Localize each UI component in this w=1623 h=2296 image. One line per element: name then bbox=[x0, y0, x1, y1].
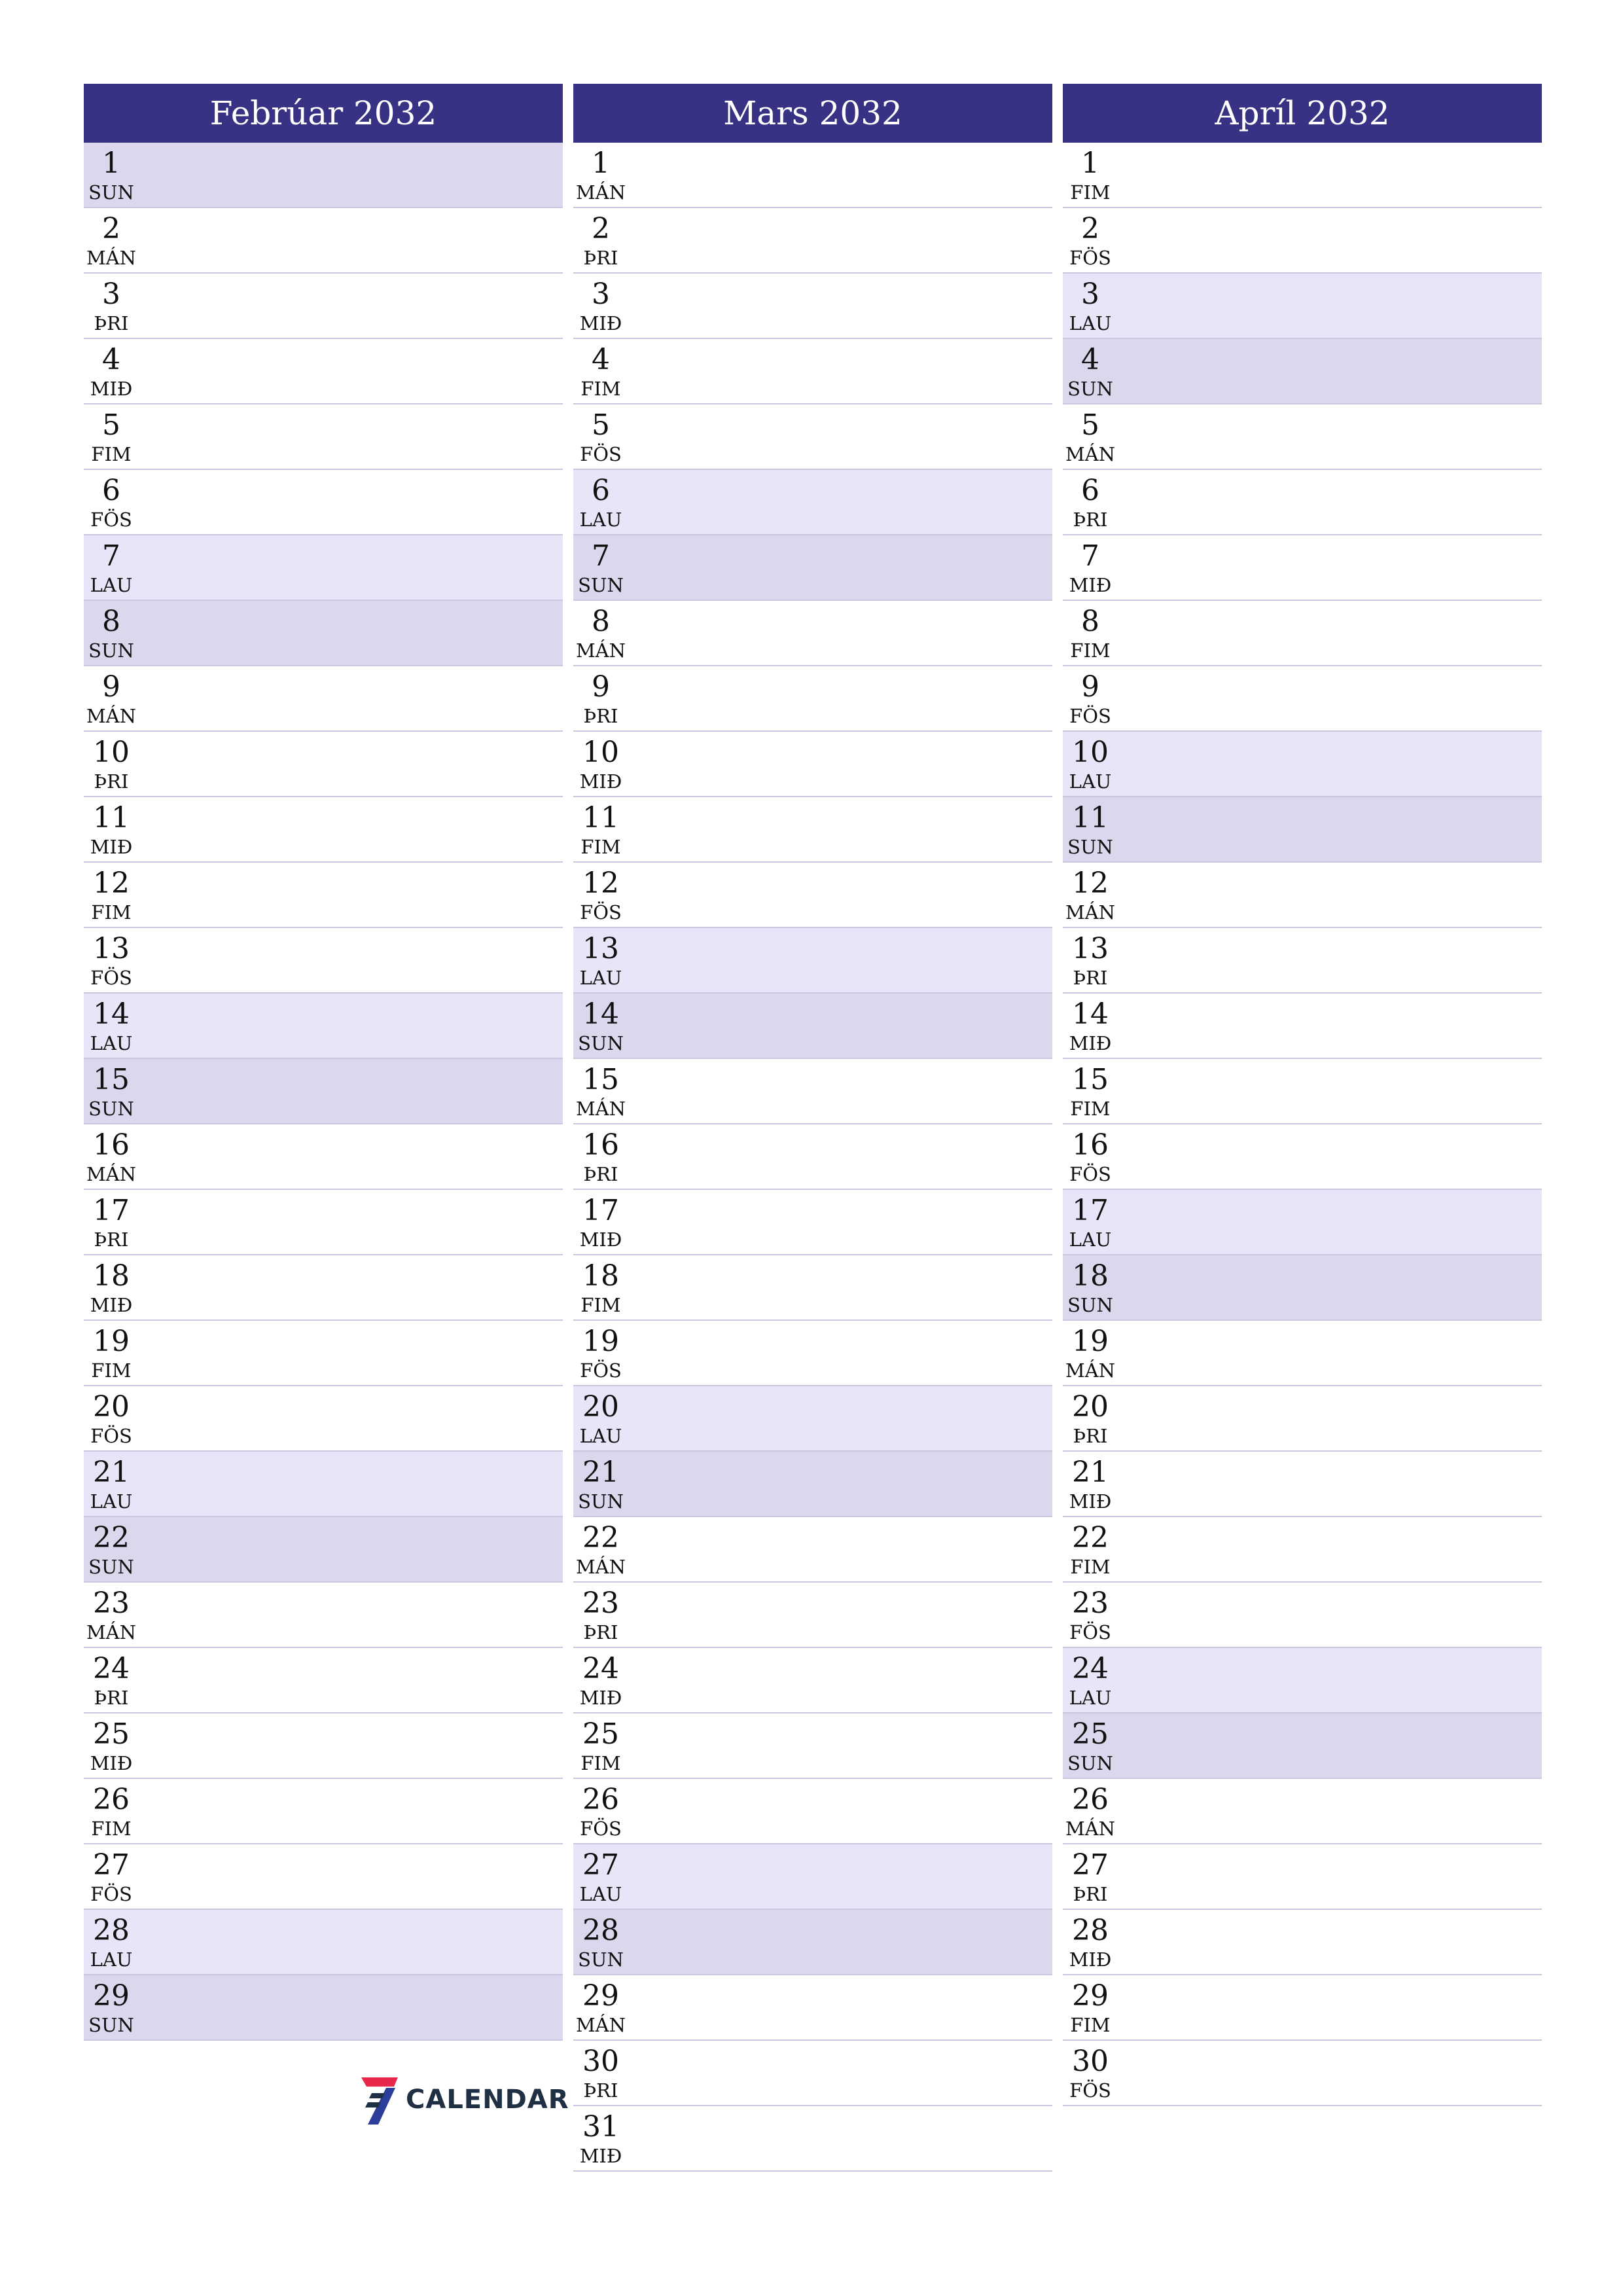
logo-text: CALENDAR bbox=[406, 2085, 569, 2115]
weekday-label: MIÐ bbox=[90, 836, 133, 858]
day-number: 17 bbox=[1072, 1194, 1109, 1227]
weekday-label: MÁN bbox=[575, 1098, 626, 1120]
weekday-label: MÁN bbox=[1065, 1359, 1115, 1382]
day-row bbox=[573, 208, 1052, 274]
day-number: 25 bbox=[582, 1717, 619, 1751]
weekday-label: MÁN bbox=[86, 1621, 136, 1643]
day-number: 12 bbox=[1072, 867, 1109, 900]
weekday-label: ÞRI bbox=[583, 705, 618, 727]
day-number: 28 bbox=[582, 1914, 619, 1947]
day-row bbox=[1063, 1648, 1542, 1713]
day-number: 2 bbox=[102, 212, 120, 245]
brand-logo bbox=[359, 2073, 569, 2126]
weekday-label: MIÐ bbox=[90, 378, 133, 400]
day-row bbox=[573, 1975, 1052, 2041]
day-number: 9 bbox=[592, 670, 610, 704]
day-row bbox=[1063, 1452, 1542, 1517]
day-row bbox=[573, 404, 1052, 470]
day-number: 4 bbox=[102, 343, 120, 376]
weekday-label: SUN bbox=[1067, 836, 1113, 858]
day-row bbox=[1063, 143, 1542, 208]
weekday-label: FÖS bbox=[1069, 2079, 1111, 2102]
weekday-label: FÖS bbox=[1069, 1163, 1111, 1185]
day-number: 20 bbox=[582, 1390, 619, 1424]
weekday-label: MÁN bbox=[575, 181, 626, 204]
day-number: 15 bbox=[582, 1063, 619, 1096]
day-number: 22 bbox=[582, 1521, 619, 1554]
day-row bbox=[1063, 1124, 1542, 1190]
weekday-label: MIÐ bbox=[579, 770, 622, 793]
weekday-label: LAU bbox=[90, 1948, 133, 1971]
day-row bbox=[1063, 666, 1542, 732]
weekday-label: SUN bbox=[578, 1948, 624, 1971]
day-number: 7 bbox=[1081, 539, 1099, 573]
weekday-label: SUN bbox=[88, 181, 134, 204]
weekday-label: FIM bbox=[1070, 1098, 1111, 1120]
weekday-label: LAU bbox=[90, 574, 133, 596]
day-number: 22 bbox=[93, 1521, 130, 1554]
weekday-label: MIÐ bbox=[1069, 574, 1112, 596]
weekday-label: LAU bbox=[1069, 312, 1112, 334]
day-number: 18 bbox=[582, 1259, 619, 1293]
weekday-label: SUN bbox=[88, 1098, 134, 1120]
weekday-label: MIÐ bbox=[1069, 1490, 1112, 1513]
weekday-label: FÖS bbox=[580, 1818, 622, 1840]
day-number: 17 bbox=[582, 1194, 619, 1227]
month-column-april bbox=[1063, 84, 1542, 2106]
weekday-label: MIÐ bbox=[90, 1294, 133, 1316]
day-number: 16 bbox=[93, 1128, 130, 1162]
day-row bbox=[1063, 470, 1542, 535]
day-row bbox=[573, 1713, 1052, 1779]
month-title: Mars 2032 bbox=[573, 84, 1052, 143]
day-number: 3 bbox=[1081, 278, 1099, 311]
day-row bbox=[573, 797, 1052, 863]
day-row bbox=[573, 928, 1052, 994]
weekday-label: ÞRI bbox=[94, 770, 129, 793]
day-number: 6 bbox=[1081, 474, 1099, 507]
day-row bbox=[84, 1386, 563, 1452]
day-number: 26 bbox=[582, 1783, 619, 1816]
day-row bbox=[573, 1190, 1052, 1255]
weekday-label: SUN bbox=[88, 2014, 134, 2036]
day-number: 25 bbox=[1072, 1717, 1109, 1751]
day-number: 18 bbox=[1072, 1259, 1109, 1293]
day-number: 12 bbox=[93, 867, 130, 900]
day-row bbox=[84, 1321, 563, 1386]
day-row bbox=[1063, 274, 1542, 339]
day-row bbox=[1063, 732, 1542, 797]
day-number: 30 bbox=[1072, 2045, 1109, 2078]
weekday-label: MÁN bbox=[86, 1163, 136, 1185]
day-number: 23 bbox=[1072, 1587, 1109, 1620]
day-row bbox=[1063, 928, 1542, 994]
day-number: 16 bbox=[582, 1128, 619, 1162]
day-number: 27 bbox=[93, 1848, 130, 1882]
month-title: Apríl 2032 bbox=[1063, 84, 1542, 143]
day-row bbox=[84, 1975, 563, 2041]
weekday-label: MIÐ bbox=[90, 1752, 133, 1774]
day-row bbox=[573, 2041, 1052, 2106]
day-row bbox=[573, 535, 1052, 601]
weekday-label: FÖS bbox=[90, 1425, 132, 1447]
day-row bbox=[573, 339, 1052, 404]
day-number: 20 bbox=[93, 1390, 130, 1424]
day-number: 10 bbox=[1072, 736, 1109, 769]
weekday-label: MIÐ bbox=[579, 2145, 622, 2167]
day-number: 7 bbox=[592, 539, 610, 573]
day-row bbox=[84, 274, 563, 339]
weekday-label: ÞRI bbox=[94, 1229, 129, 1251]
day-row bbox=[573, 1583, 1052, 1648]
day-number: 30 bbox=[582, 2045, 619, 2078]
day-number: 21 bbox=[582, 1456, 619, 1489]
day-row bbox=[1063, 1386, 1542, 1452]
day-row bbox=[573, 143, 1052, 208]
weekday-label: FÖS bbox=[1069, 247, 1111, 269]
weekday-label: SUN bbox=[88, 639, 134, 662]
day-row bbox=[84, 1517, 563, 1583]
day-row bbox=[84, 1844, 563, 1910]
weekday-label: FIM bbox=[1070, 1556, 1111, 1578]
day-row bbox=[84, 797, 563, 863]
weekday-label: MIÐ bbox=[1069, 1948, 1112, 1971]
weekday-label: ÞRI bbox=[1073, 509, 1108, 531]
day-number: 18 bbox=[93, 1259, 130, 1293]
day-row bbox=[84, 928, 563, 994]
day-number: 11 bbox=[1072, 801, 1109, 834]
day-number: 14 bbox=[93, 997, 130, 1031]
day-number: 4 bbox=[592, 343, 610, 376]
day-row bbox=[573, 1517, 1052, 1583]
day-number: 20 bbox=[1072, 1390, 1109, 1424]
day-number: 15 bbox=[93, 1063, 130, 1096]
day-row bbox=[1063, 863, 1542, 928]
weekday-label: FÖS bbox=[580, 901, 622, 924]
weekday-label: LAU bbox=[579, 509, 622, 531]
weekday-label: ÞRI bbox=[583, 1163, 618, 1185]
day-row bbox=[84, 601, 563, 666]
day-number: 24 bbox=[1072, 1652, 1109, 1685]
day-row bbox=[573, 601, 1052, 666]
day-row bbox=[1063, 1779, 1542, 1844]
day-row bbox=[573, 1844, 1052, 1910]
weekday-label: FIM bbox=[91, 1818, 132, 1840]
day-row bbox=[1063, 1517, 1542, 1583]
day-row bbox=[573, 863, 1052, 928]
day-number: 21 bbox=[93, 1456, 130, 1489]
day-row bbox=[84, 404, 563, 470]
day-number: 26 bbox=[1072, 1783, 1109, 1816]
day-row bbox=[1063, 1190, 1542, 1255]
day-number: 28 bbox=[1072, 1914, 1109, 1947]
weekday-label: MÁN bbox=[1065, 901, 1115, 924]
weekday-label: SUN bbox=[1067, 378, 1113, 400]
weekday-label: LAU bbox=[579, 967, 622, 989]
weekday-label: MÁN bbox=[1065, 443, 1115, 465]
day-row bbox=[1063, 1255, 1542, 1321]
day-number: 1 bbox=[1081, 147, 1099, 180]
day-row bbox=[84, 994, 563, 1059]
day-number: 29 bbox=[1072, 1979, 1109, 2013]
weekday-label: FIM bbox=[91, 443, 132, 465]
day-number: 8 bbox=[592, 605, 610, 638]
day-row bbox=[573, 994, 1052, 1059]
day-number: 27 bbox=[582, 1848, 619, 1882]
day-row bbox=[84, 1452, 563, 1517]
day-row bbox=[1063, 2041, 1542, 2106]
day-row bbox=[84, 535, 563, 601]
weekday-label: FIM bbox=[580, 1752, 621, 1774]
day-number: 8 bbox=[102, 605, 120, 638]
weekday-label: MÁN bbox=[1065, 1818, 1115, 1840]
weekday-label: FIM bbox=[1070, 639, 1111, 662]
day-row bbox=[84, 1059, 563, 1124]
day-list bbox=[573, 143, 1052, 2172]
weekday-label: MÁN bbox=[86, 247, 136, 269]
day-row bbox=[84, 1190, 563, 1255]
weekday-label: MÁN bbox=[575, 2014, 626, 2036]
day-number: 19 bbox=[1072, 1325, 1109, 1358]
weekday-label: FIM bbox=[580, 1294, 621, 1316]
day-row bbox=[1063, 1713, 1542, 1779]
day-row bbox=[573, 732, 1052, 797]
weekday-label: FIM bbox=[1070, 181, 1111, 204]
day-number: 23 bbox=[582, 1587, 619, 1620]
day-number: 13 bbox=[582, 932, 619, 965]
day-number: 1 bbox=[102, 147, 120, 180]
day-number: 3 bbox=[102, 278, 120, 311]
day-row bbox=[1063, 1975, 1542, 2041]
weekday-label: FÖS bbox=[90, 509, 132, 531]
day-row bbox=[573, 274, 1052, 339]
day-number: 10 bbox=[93, 736, 130, 769]
weekday-label: FÖS bbox=[90, 967, 132, 989]
day-number: 24 bbox=[582, 1652, 619, 1685]
weekday-label: MIÐ bbox=[579, 1687, 622, 1709]
day-number: 26 bbox=[93, 1783, 130, 1816]
day-row bbox=[1063, 404, 1542, 470]
day-row bbox=[84, 1583, 563, 1648]
seven-logo-icon bbox=[359, 2073, 399, 2126]
weekday-label: ÞRI bbox=[583, 1621, 618, 1643]
weekday-label: FÖS bbox=[90, 1883, 132, 1905]
weekday-label: FÖS bbox=[1069, 1621, 1111, 1643]
day-row bbox=[573, 1910, 1052, 1975]
day-number: 19 bbox=[93, 1325, 130, 1358]
day-number: 21 bbox=[1072, 1456, 1109, 1489]
day-number: 13 bbox=[1072, 932, 1109, 965]
day-number: 31 bbox=[582, 2110, 619, 2144]
weekday-label: LAU bbox=[1069, 1229, 1112, 1251]
day-number: 9 bbox=[102, 670, 120, 704]
weekday-label: ÞRI bbox=[94, 1687, 129, 1709]
weekday-label: ÞRI bbox=[1073, 1425, 1108, 1447]
day-row bbox=[1063, 535, 1542, 601]
day-row bbox=[1063, 208, 1542, 274]
day-row bbox=[573, 1255, 1052, 1321]
weekday-label: SUN bbox=[578, 574, 624, 596]
day-number: 9 bbox=[1081, 670, 1099, 704]
day-number: 24 bbox=[93, 1652, 130, 1685]
day-number: 22 bbox=[1072, 1521, 1109, 1554]
day-number: 3 bbox=[592, 278, 610, 311]
weekday-label: FÖS bbox=[580, 1359, 622, 1382]
weekday-label: MIÐ bbox=[579, 312, 622, 334]
day-number: 5 bbox=[102, 408, 120, 442]
day-row bbox=[573, 1059, 1052, 1124]
weekday-label: SUN bbox=[1067, 1752, 1113, 1774]
weekday-label: LAU bbox=[1069, 1687, 1112, 1709]
day-number: 11 bbox=[582, 801, 619, 834]
day-number: 17 bbox=[93, 1194, 130, 1227]
weekday-label: FÖS bbox=[1069, 705, 1111, 727]
day-number: 6 bbox=[102, 474, 120, 507]
month-title: Febrúar 2032 bbox=[84, 84, 563, 143]
weekday-label: FIM bbox=[91, 1359, 132, 1382]
day-number: 2 bbox=[1081, 212, 1099, 245]
day-row bbox=[84, 208, 563, 274]
day-row bbox=[1063, 339, 1542, 404]
day-number: 19 bbox=[582, 1325, 619, 1358]
weekday-label: ÞRI bbox=[583, 2079, 618, 2102]
day-number: 5 bbox=[1081, 408, 1099, 442]
day-row bbox=[573, 1124, 1052, 1190]
day-list bbox=[1063, 143, 1542, 2106]
weekday-label: SUN bbox=[88, 1556, 134, 1578]
day-row bbox=[573, 2106, 1052, 2172]
day-number: 2 bbox=[592, 212, 610, 245]
weekday-label: ÞRI bbox=[583, 247, 618, 269]
day-row bbox=[1063, 601, 1542, 666]
weekday-label: MÁN bbox=[86, 705, 136, 727]
day-row bbox=[1063, 994, 1542, 1059]
weekday-label: ÞRI bbox=[1073, 1883, 1108, 1905]
day-number: 27 bbox=[1072, 1848, 1109, 1882]
weekday-label: LAU bbox=[579, 1883, 622, 1905]
day-row bbox=[573, 470, 1052, 535]
day-row bbox=[84, 1713, 563, 1779]
day-number: 10 bbox=[582, 736, 619, 769]
day-row bbox=[573, 1779, 1052, 1844]
day-number: 5 bbox=[592, 408, 610, 442]
day-row bbox=[1063, 1059, 1542, 1124]
day-row bbox=[84, 1910, 563, 1975]
day-number: 1 bbox=[592, 147, 610, 180]
day-row bbox=[84, 470, 563, 535]
month-column-february bbox=[84, 84, 563, 2041]
weekday-label: MIÐ bbox=[1069, 1032, 1112, 1054]
day-row bbox=[84, 339, 563, 404]
weekday-label: SUN bbox=[1067, 1294, 1113, 1316]
day-number: 7 bbox=[102, 539, 120, 573]
weekday-label: MÁN bbox=[575, 639, 626, 662]
day-number: 15 bbox=[1072, 1063, 1109, 1096]
day-row bbox=[84, 732, 563, 797]
day-row bbox=[84, 666, 563, 732]
weekday-label: FÖS bbox=[580, 443, 622, 465]
day-row bbox=[573, 1452, 1052, 1517]
weekday-label: LAU bbox=[579, 1425, 622, 1447]
weekday-label: FIM bbox=[1070, 2014, 1111, 2036]
day-number: 8 bbox=[1081, 605, 1099, 638]
day-row bbox=[84, 1124, 563, 1190]
day-number: 14 bbox=[582, 997, 619, 1031]
weekday-label: FIM bbox=[91, 901, 132, 924]
weekday-label: SUN bbox=[578, 1032, 624, 1054]
day-number: 29 bbox=[93, 1979, 130, 2013]
day-number: 23 bbox=[93, 1587, 130, 1620]
day-row bbox=[84, 863, 563, 928]
day-number: 6 bbox=[592, 474, 610, 507]
weekday-label: LAU bbox=[90, 1032, 133, 1054]
day-row bbox=[1063, 1321, 1542, 1386]
day-row bbox=[1063, 797, 1542, 863]
day-row bbox=[1063, 1910, 1542, 1975]
day-number: 11 bbox=[93, 801, 130, 834]
day-row bbox=[573, 666, 1052, 732]
day-row bbox=[84, 1255, 563, 1321]
day-number: 16 bbox=[1072, 1128, 1109, 1162]
weekday-label: ÞRI bbox=[94, 312, 129, 334]
weekday-label: FIM bbox=[580, 836, 621, 858]
day-row bbox=[84, 1648, 563, 1713]
day-number: 13 bbox=[93, 932, 130, 965]
day-row bbox=[1063, 1583, 1542, 1648]
day-row bbox=[573, 1321, 1052, 1386]
day-number: 28 bbox=[93, 1914, 130, 1947]
day-number: 25 bbox=[93, 1717, 130, 1751]
day-number: 14 bbox=[1072, 997, 1109, 1031]
day-list bbox=[84, 143, 563, 2041]
day-row bbox=[84, 1779, 563, 1844]
day-row bbox=[573, 1386, 1052, 1452]
day-number: 29 bbox=[582, 1979, 619, 2013]
weekday-label: LAU bbox=[1069, 770, 1112, 793]
day-number: 12 bbox=[582, 867, 619, 900]
weekday-label: MÁN bbox=[575, 1556, 626, 1578]
weekday-label: LAU bbox=[90, 1490, 133, 1513]
weekday-label: MIÐ bbox=[579, 1229, 622, 1251]
month-column-march bbox=[573, 84, 1052, 2172]
weekday-label: SUN bbox=[578, 1490, 624, 1513]
day-row bbox=[573, 1648, 1052, 1713]
day-number: 4 bbox=[1081, 343, 1099, 376]
day-row bbox=[1063, 1844, 1542, 1910]
weekday-label: ÞRI bbox=[1073, 967, 1108, 989]
day-row bbox=[84, 143, 563, 208]
weekday-label: FIM bbox=[580, 378, 621, 400]
